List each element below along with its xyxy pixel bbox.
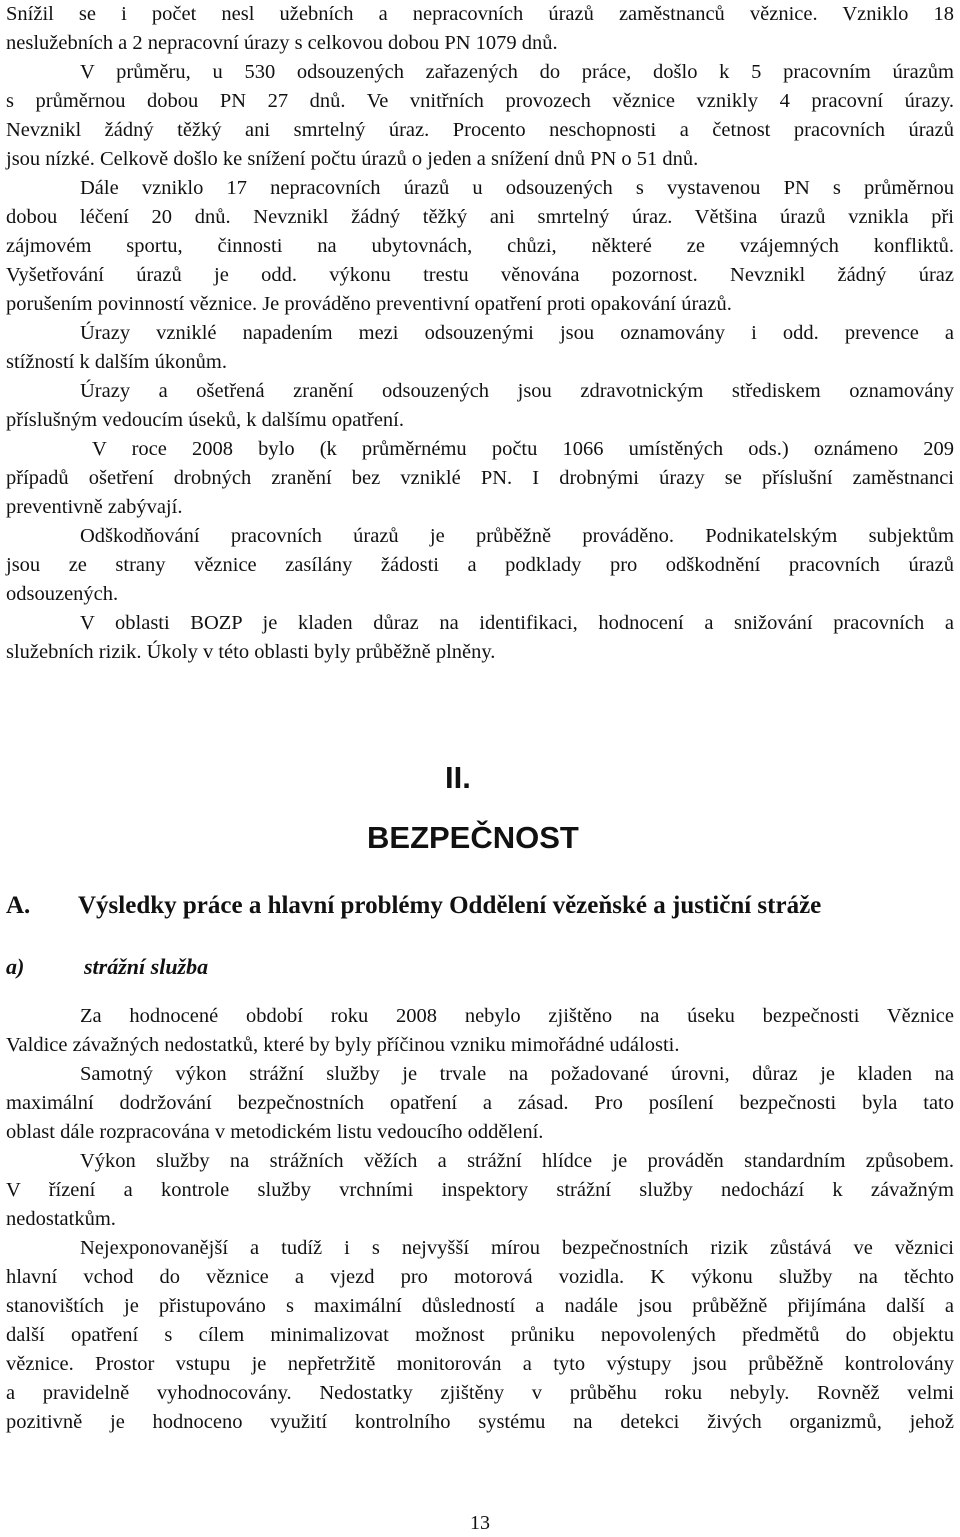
text-line: maximální dodržování bezpečnostních opatření a zásad. Pro posílení bezpečnosti byla tato [6,1092,954,1114]
text-line: V průměru, u 530 odsouzených zařazených do práce, došlo k 5 pracovním úrazům [80,61,954,83]
text-line: Za hodnocené období roku 2008 nebylo zjištěno na úseku bezpečnosti Věznice [80,1005,954,1027]
text-line: V řízení a kontrole služby vrchními inspektory strážní služby nedochází k závažným [6,1179,954,1201]
text-line: Dále vzniklo 17 nepracovních úrazů u odsouzených s vystavenou PN s průměrnou [80,177,954,199]
text-line: stanovištích je přistupováno s maximální důsledností a nadále jsou průběžně přijímána další a [6,1295,954,1317]
text-line: porušením povinností věznice. Je prováděno preventivní opatření proti opakování úrazů. [6,293,732,315]
text-line: oblast dále rozpracována v metodickém listu vedoucího oddělení. [6,1121,544,1143]
text-line: s průměrnou dobou PN 27 dnů. Ve vnitřních provozech věznice vznikly 4 pracovní úrazy. [6,90,954,112]
text-line: preventivně zabývají. [6,496,183,518]
subsection-title: strážní služba [84,954,209,979]
text-line: služebních rizik. Úkoly v této oblasti byly průběžně plněny. [6,641,496,663]
text-line: Nejexponovanější a tudíž i s nejvyšší mírou bezpečnostních rizik zůstává ve věznici [80,1237,954,1259]
section-letter: A. [6,892,31,919]
text-line: stížností k dalším úkonům. [6,351,227,373]
text-line: V roce 2008 bylo (k průměrnému počtu 1066 umístěných ods.) oznámeno 209 [92,438,954,460]
text-line: případů ošetření drobných zranění bez vzniklé PN. I drobnými úrazy se příslušní zaměstnanci [6,467,954,489]
text-line: Odškodňování pracovních úrazů je průběžně prováděno. Podnikatelským subjektům [80,525,954,547]
text-line: zájmovém sportu, činnosti na ubytovnách, chůzi, některé ze vzájemných konfliktů. [6,235,954,257]
text-line: pozitivně je hodnoceno využití kontrolního systému na detekci živých organizmů, jehož [6,1411,954,1433]
section-title: Výsledky práce a hlavní problémy Oddělení vězeňské a justiční stráže [78,892,822,919]
text-line: Vyšetřování úrazů je odd. výkonu trestu věnována pozornost. Nevznikl žádný úraz [6,264,954,286]
text-line: nedostatkům. [6,1208,116,1230]
text-line: Úrazy vzniklé napadením mezi odsouzenými jsou oznamovány i odd. prevence a [80,322,954,344]
text-line: Výkon služby na strážních věžích a strážní hlídce je prováděn standardním způsobem. [80,1150,954,1172]
chapter-number: II. [445,760,471,795]
page-number: 13 [470,1512,490,1534]
text-line: Úrazy a ošetřená zranění odsouzených jsou zdravotnickým střediskem oznamovány [80,380,954,402]
text-line: Nevznikl žádný těžký ani smrtelný úraz. Procento neschopnosti a četnost pracovních úrazů [6,119,954,141]
text-line: příslušným vedoucím úseků, k dalšímu opatření. [6,409,404,431]
text-line: jsou ze strany věznice zasílány žádosti a podklady pro odškodnění pracovních úrazů [6,554,954,576]
text-line: hlavní vchod do věznice a vjezd pro motorová vozidla. K výkonu služby na těchto [6,1266,954,1288]
chapter-title: BEZPEČNOST [367,820,579,855]
text-line: V oblasti BOZP je kladen důraz na identifikaci, hodnocení a snižování pracovních a [80,612,954,634]
text-line: odsouzených. [6,583,119,605]
text-line: Valdice závažných nedostatků, které by byly příčinou vzniku mimořádné události. [6,1034,680,1056]
text-line: další opatření s cílem minimalizovat možnost průniku nepovolených předmětů do objektu [6,1324,954,1346]
text-line: a pravidelně vyhodnocovány. Nedostatky zjištěny v průběhu roku nebyly. Rovněž velmi [6,1382,954,1404]
text-line: věznice. Prostor vstupu je nepřetržitě monitorován a tyto výstupy jsou průběžně kontrolovány [6,1353,954,1375]
text-line: dobou léčení 20 dnů. Nevznikl žádný těžký ani smrtelný úraz. Většina úrazů vznikla při [6,206,954,228]
text-line: Snížil se i počet nesl užebních a nepracovních úrazů zaměstnanců věznice. Vzniklo 18 [6,3,954,25]
subsection-letter: a) [6,954,25,979]
text-line: neslužebních a 2 nepracovní úrazy s celkovou dobou PN 1079 dnů. [6,32,558,54]
text-line: Samotný výkon strážní služby je trvale na požadované úrovni, důraz je kladen na [80,1063,954,1085]
text-line: jsou nízké. Celkově došlo ke snížení počtu úrazů o jeden a snížení dnů PN o 51 dnů. [6,148,699,170]
